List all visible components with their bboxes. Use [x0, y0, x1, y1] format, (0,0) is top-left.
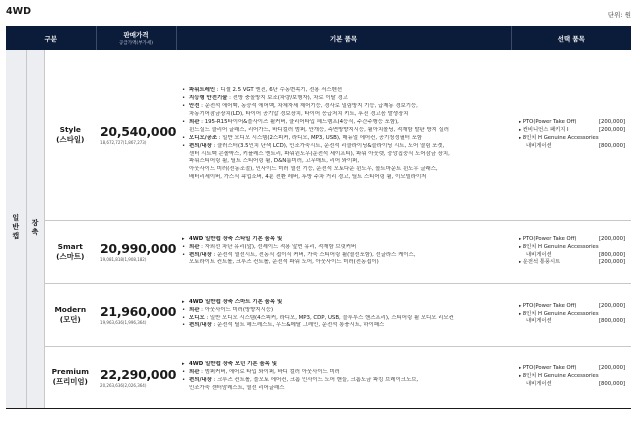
option-item: 내비게이션 [800,000]	[526, 380, 626, 387]
option-item: 내비게이션 [800,000]	[526, 251, 626, 258]
feature-item: • 지능형 안전기술 : 전방 충돌방지 보조(차량/보행자), 차로 이탈 경고	[182, 95, 507, 103]
option-item: ▸ PTO(Power Take Off) [200,000]	[519, 303, 625, 311]
feature-list	[176, 50, 511, 220]
feature-item: • 외관 : 범퍼커버, 에어로 타입 와이퍼, 바디 컬러 아웃사이드 미러	[182, 369, 507, 377]
trim-name: Modern (모던)	[44, 283, 96, 346]
feature-list	[176, 220, 511, 283]
category-level2: 장축	[26, 50, 44, 408]
feature-item: • 오디오/공조 : 일반 오디오 시스템(2스피커, 라디오, MP3, USB), 매뉴얼 에어컨, 공기청정필터 포함	[182, 135, 507, 143]
feature-item: ▸ 4WD 일반캡 장축 스마트 기본 품목 및	[182, 299, 507, 307]
table-row	[6, 50, 631, 220]
feature-item: • 외관 : 자외선 차단 유리(앞), 선셰이드 적용 앞면 유리, 적재함 브릿커버	[182, 244, 507, 252]
feature-item: • 편의/내장 : 크루즈 컨트롤, 풀오토 에어컨, 크롬 인사이드 도어 핸들, 크롬도금 파킹 브레이크노브,	[182, 377, 507, 385]
feature-item: 배터리세이버, 가스식 쇽업소버, 4륜 전환 레버, 후방 주차 거리 경고, 틸트 스티어링 휠, 이모빌라이저	[189, 174, 427, 181]
option-list	[511, 50, 631, 220]
unit-label: 단위: 원	[607, 11, 631, 19]
feature-item: • 편의/내장 : 운전석 열선시트, 전동식 접이식 커버, 가죽 스티어링 휠(열선포함), 선글라스 케이스,	[182, 252, 507, 260]
feature-item: • 파워트레인 : 디젤 2.5 VGT 엔진, 6단 수동변속기, 전용 서스펜션	[182, 87, 507, 95]
option-item: ▸ 컨비니언스 패키지 I [200,000]	[519, 127, 625, 135]
option-list	[511, 220, 631, 283]
feature-item: • 편의/내장 : 클러스터(3.5인치 단색 LCD), 인조가죽시트, 운전석 리클라이닝&슬라이딩 시트, 도어 열림 포켓,	[182, 143, 507, 151]
header-category: 구분	[6, 26, 96, 50]
feature-item: 차동기어잠금장치(LD), 타이어 공기압 경보장치, 타이어 응급처치 키트, 후진 경고음 발생장치	[189, 111, 409, 118]
feature-list	[176, 346, 511, 408]
price-table	[6, 26, 631, 409]
feature-item: 센터 시트백 콘솔박스, 키플레스 엔트리, 파워윈도우(운전석 세이프티), 파워 아웃렛, 중앙집중식 도어잠금 장치,	[189, 150, 450, 157]
trim-price: 21,960,000 19,963,636(1,996,364)	[96, 283, 176, 346]
feature-item: ▸ 4WD 일반캡 장축 스타일 기본 품목 및	[182, 236, 507, 244]
page-title: 4WD	[6, 6, 31, 17]
feature-item: 아웃사이드 미러(전동조절), 인사이드 미러 열선 기능, 운전석 오토다운 윈도우, 볼트마운트 윈도우 글래스,	[189, 166, 438, 173]
feature-item: • 오디오 : 일반 오디오 시스템(4스피커, 라디오, MP3, CDP, USB, 블루투스 핸즈프리), 스티어링 휠 오디오 리모컨	[182, 315, 507, 323]
option-item: 내비게이션 [800,000]	[526, 318, 626, 325]
trim-price: 20,540,000 18,672,727(1,867,273)	[96, 50, 176, 220]
option-item: ▸ PTO(Power Take Off) [200,000]	[519, 119, 625, 127]
table-row	[6, 220, 631, 283]
feature-item: • 외관 : 아웃사이드 미러(방향지시등)	[182, 307, 507, 315]
feature-item: 인조가죽 센터암레스트, 열선 리어글래스	[189, 384, 285, 391]
feature-item: • 외관 : 195-R15타이어&풀사이즈 휠커버, 클리어타입 헤드램프(4등식, 주간주행등 포함),	[182, 119, 507, 127]
table-row	[6, 283, 631, 346]
trim-name: Premium (프리미엄)	[44, 346, 96, 408]
option-item: ▸ 8인치 H Genuine Accessories	[519, 311, 625, 319]
table-header	[6, 26, 631, 50]
feature-item: • 편의/내장 : 운전석 틸트 헤드레스트, 우드&메탈 그레인, 운전석 통풍시트, 하이패스	[182, 322, 507, 330]
feature-item: ▸ 4WD 일반캡 장축 모던 기본 품목 및	[182, 361, 507, 369]
feature-item: • 안전 : 운전석 에어백, 동승석 에어백, 차체자세 제어기능, 경사로 밀림방지 기능, 급제동 경보기능,	[182, 103, 507, 111]
option-item: ▸ 8인치 H Genuine Accessories	[519, 373, 625, 381]
category-level1: 일반캡	[6, 50, 26, 408]
trim-name: Smart (스마트)	[44, 220, 96, 283]
header-price: 판매가격 공급가액(부가세)	[96, 26, 176, 50]
option-item: ▸ PTO(Power Take Off) [200,000]	[519, 365, 625, 373]
trim-price: 22,290,000 20,263,636(2,026,364)	[96, 346, 176, 408]
option-item: ▸ 8인치 H Genuine Accessories	[519, 244, 625, 252]
option-item: ▸ 운전석 통풍시트 [200,000]	[519, 259, 625, 267]
header-options: 선택 품목	[511, 26, 631, 50]
option-list	[511, 283, 631, 346]
trim-name: Style (스타일)	[44, 50, 96, 220]
feature-item: 윈드실드 클리어 글래스, 리어가드, 바디컬러 범퍼, 안개등, 측면방향지시등, 휠아치몰딩, 적재함 발판 방지 실러	[189, 126, 449, 133]
option-item: ▸ PTO(Power Take Off) [200,000]	[519, 236, 625, 244]
header-features: 기본 품목	[176, 26, 511, 50]
option-list	[511, 346, 631, 408]
feature-item: 파워스티어링 휠, 틸트 스티어링 휠, D&N룸미러, 고무매트, 리어 와이퍼,	[189, 158, 360, 165]
table-row	[6, 346, 631, 408]
option-item: ▸ 8인치 H Genuine Accessories	[519, 135, 625, 143]
feature-item: 오토라이트 컨트롤, 크루즈 컨트롤, 운전석 파워 도어, 아웃사이드 미러(전동접이)	[189, 259, 379, 266]
feature-list	[176, 283, 511, 346]
option-item: 내비게이션 [800,000]	[526, 142, 626, 149]
trim-price: 20,990,000 19,081,818(1,908,182)	[96, 220, 176, 283]
